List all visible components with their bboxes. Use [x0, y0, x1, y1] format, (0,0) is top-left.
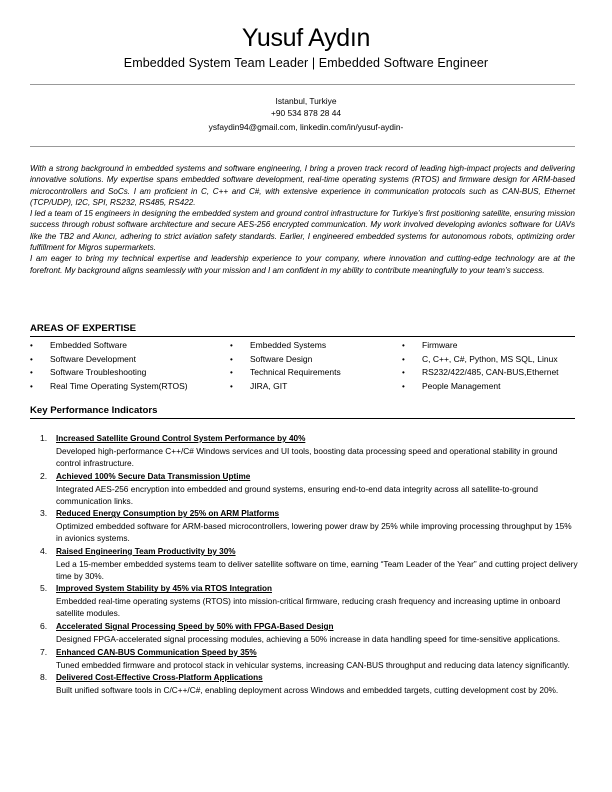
kpi-description: Led a 15-member embedded systems team to deliver satellite software on time, earning “Team Leader of the Year” and cutting project delivery time by 30%. — [56, 558, 578, 581]
kpi-number: 7. — [40, 646, 48, 657]
kpi-description: Integrated AES-256 encryption into embedded and ground systems, ensuring end-to-end data integrity across all satellite-to-ground communication links. — [56, 483, 538, 506]
kpi-item — [40, 646, 578, 671]
kpi-title: Achieved 100% Secure Data Transmission Uptime — [56, 471, 251, 481]
kpi-number: 6. — [40, 620, 48, 631]
summary-paragraph: I am eager to bring my technical expertise and leadership experience to your company, where innovation and cutting-edge technology are at the forefront. My background aligns seamlessly with your mission and I am confident in my ability to contribute meaningfully to your team’s success. — [30, 254, 575, 275]
expertise-item: • Technical Requirements — [230, 366, 341, 380]
kpi-item — [40, 583, 578, 619]
candidate-subtitle: Embedded System Team Leader | Embedded Software Engineer — [123, 56, 489, 70]
kpi-title: Reduced Energy Consumption by 25% on ARM Platforms — [56, 509, 280, 519]
kpi-title: Improved System Stability by 45% via RTOS Integration — [56, 584, 272, 594]
kpi-number: 3. — [40, 508, 48, 519]
expertise-column-2 — [230, 339, 341, 393]
summary-paragraph: I led a team of 15 engineers in designing the embedded system and ground control infrastructure for Turkiye’s first positioning satellite, ensuring mission success through robust software architecture and secure AES-256 encrypted communication. My work involved developing avionics software for UAVs like the TB2 and Akıncı, adhering to strict aviation safety standards. Earlier, I engineered embedded systems for autonomous robots, optimizing order fulfillment for Migros supermarkets. — [30, 209, 575, 253]
expertise-section-rule — [30, 336, 575, 337]
kpi-description: Developed high-performance C++/C# Windows services and UI tools, boosting data processing speed and operational stability in ground control infrastructure. — [56, 446, 558, 468]
kpi-section-title: Key Performance Indicators — [30, 405, 158, 416]
kpi-item — [40, 470, 578, 507]
kpi-description: Built unified software tools in C/C++/C#, enabling deployment across Windows and embedded targets, cutting development cost by 20%. — [56, 685, 559, 696]
kpi-item — [40, 620, 578, 645]
kpi-number: 2. — [40, 470, 48, 481]
header-divider-bottom — [30, 146, 575, 147]
candidate-name: Yusuf Aydın — [241, 24, 371, 52]
contact-phone: +90 534 878 28 44 — [270, 108, 342, 118]
professional-summary — [30, 163, 575, 276]
contact-location: Istanbul, Turkiye — [275, 96, 337, 106]
kpi-number: 1. — [40, 433, 48, 443]
expertise-item: • Software Design — [230, 353, 341, 367]
kpi-title: Enhanced CAN-BUS Communication Speed by 35% — [56, 647, 257, 657]
expertise-column-1 — [30, 339, 188, 393]
kpi-list — [40, 433, 578, 698]
expertise-item: • People Management — [402, 380, 559, 394]
expertise-item: • Embedded Software — [30, 339, 188, 353]
expertise-item: • JIRA, GIT — [230, 380, 341, 394]
expertise-column-3 — [402, 339, 559, 393]
kpi-item — [40, 433, 578, 469]
expertise-item: • RS232/422/485, CAN-BUS,Ethernet — [402, 366, 559, 380]
kpi-item — [40, 508, 578, 544]
expertise-item: • Embedded Systems — [230, 339, 341, 353]
expertise-section-title: AREAS OF EXPERTISE — [30, 323, 137, 334]
kpi-description: Embedded real-time operating systems (RTOS) into mission-critical firmware, reducing crash frequency and increasing uptime in onboard satellite modules. — [56, 596, 561, 619]
kpi-description: Tuned embedded firmware and protocol stack in vehicular systems, increasing CAN-BUS throughput and reducing data latency significantly. — [56, 659, 570, 670]
expertise-item: • Real Time Operating System(RTOS) — [30, 380, 188, 394]
kpi-description: Designed FPGA-accelerated signal processing modules, achieving a 50% increase in data handling speed for time-sensitive applications. — [56, 633, 561, 644]
kpi-description: Optimized embedded software for ARM-based microcontrollers, lowering power draw by 25% while improving processing throughput by 15% in avionics systems. — [56, 521, 572, 544]
kpi-item — [40, 545, 578, 582]
kpi-title: Delivered Cost-Effective Cross-Platform Applications — [56, 673, 263, 683]
contact-links[interactable]: ysfaydin94@gmail.com, linkedin.com/in/yusuf-aydin- — [208, 122, 404, 132]
kpi-item — [40, 672, 578, 696]
expertise-item: • Software Development — [30, 353, 188, 367]
summary-paragraph: With a strong background in embedded systems and software engineering, I bring a proven track record of leading high-impact projects and delivering innovative solutions. My expertise spans embedded software development, real-time operating systems (RTOS) and firmware design for ARM-based microcontrollers and SoCs. I am proficient in C, C++ and C#, with extensive experience in communication protocols such as CAN-BUS, Ethernet (TCP/UDP), I2C, SPI, RS232, RS485, RS422. — [30, 164, 575, 207]
expertise-item: • C, C++, C#, Python, MS SQL, Linux — [402, 353, 559, 367]
kpi-title: Increased Satellite Ground Control System Performance by 40% — [56, 434, 306, 443]
header-divider-top — [30, 84, 575, 85]
kpi-number: 4. — [40, 545, 48, 556]
kpi-section-rule — [30, 418, 575, 419]
kpi-title: Raised Engineering Team Productivity by 30% — [56, 546, 236, 556]
expertise-item: • Software Troubleshooting — [30, 366, 188, 380]
kpi-number: 5. — [40, 583, 48, 594]
kpi-number: 8. — [40, 672, 48, 683]
expertise-item: • Firmware — [402, 339, 559, 353]
kpi-title: Accelerated Signal Processing Speed by 50% with FPGA-Based Design — [56, 621, 334, 631]
